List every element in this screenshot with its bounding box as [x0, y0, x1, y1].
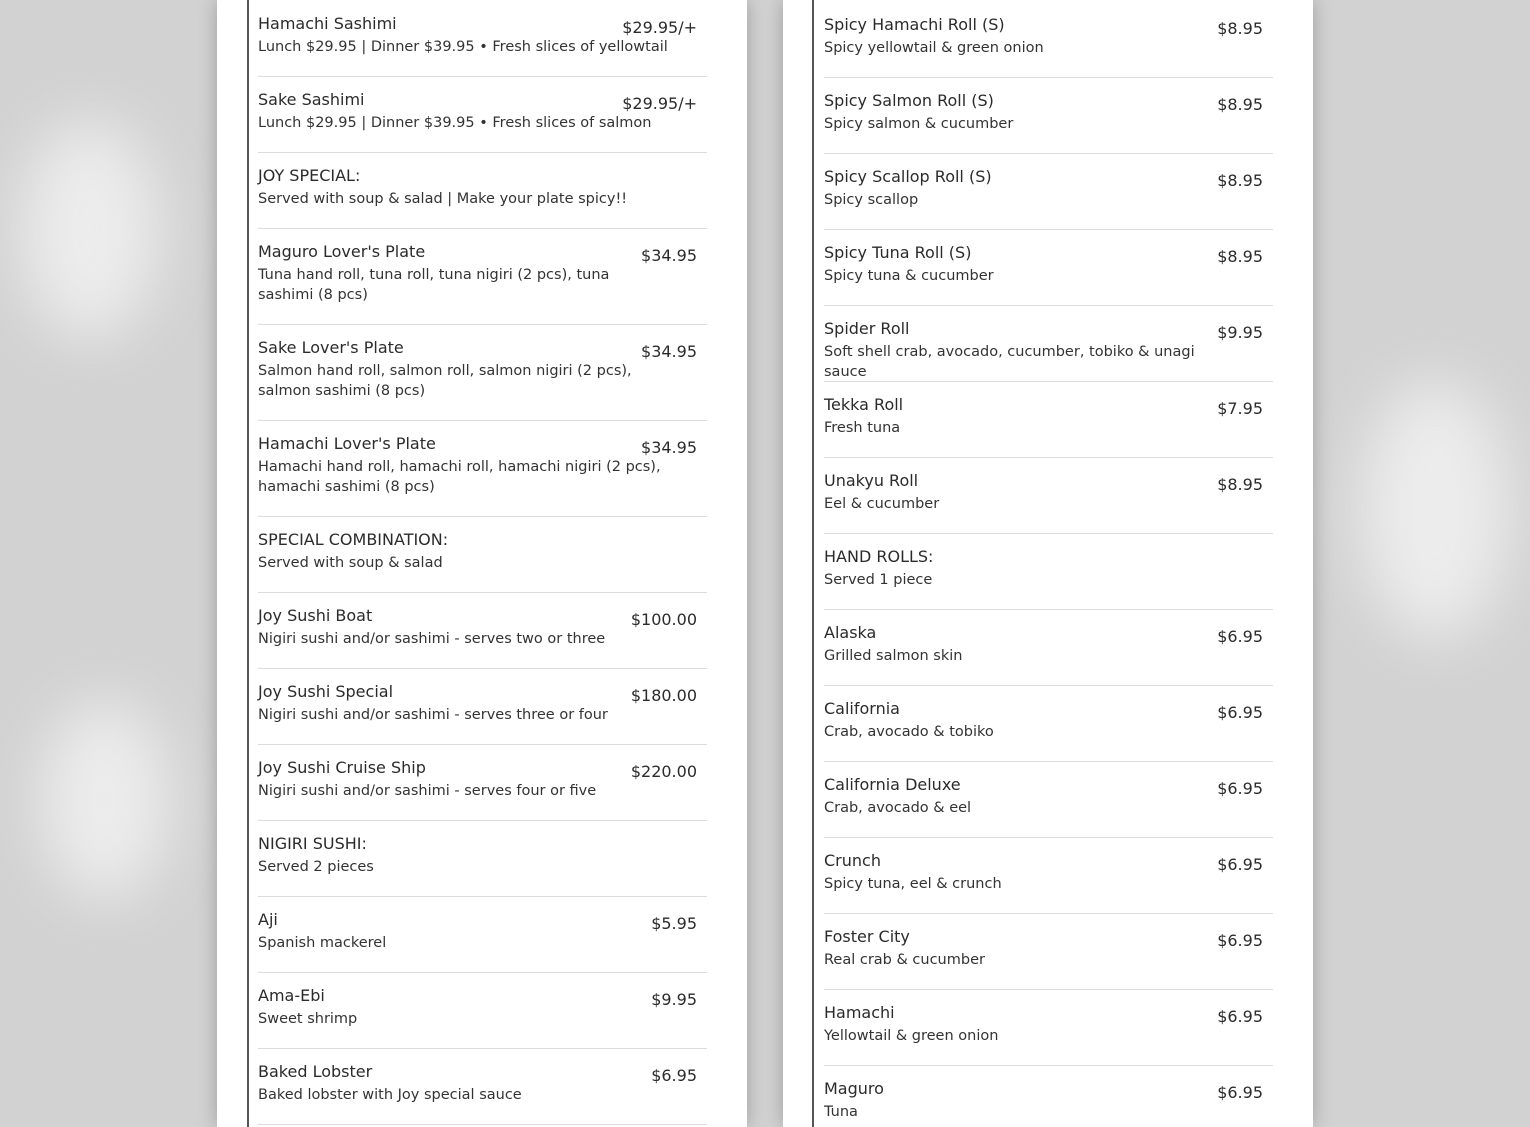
menu-item-price: $6.95 — [1217, 1007, 1263, 1026]
menu-item-description: Hamachi hand roll, hamachi roll, hamachi nigiri (2 pcs), hamachi sashimi (8 pcs) — [258, 459, 661, 495]
menu-item-name: California — [824, 699, 900, 718]
menu-item-description: Crab, avocado & tobiko — [824, 724, 994, 740]
menu-item-price: $34.95 — [641, 246, 697, 265]
menu-item-price: $29.95/+ — [622, 18, 697, 37]
menu-item — [824, 838, 1273, 914]
menu-item-description: Real crab & cucumber — [824, 952, 985, 968]
menu-item-description: Spicy scallop — [824, 192, 919, 208]
menu-list-left — [258, 1, 707, 1125]
menu-item-price: $29.95/+ — [622, 94, 697, 113]
menu-item-description: Yellowtail & green onion — [824, 1028, 999, 1044]
menu-item — [258, 229, 707, 325]
menu-item-name: Ama-Ebi — [258, 986, 325, 1005]
menu-item-name: Hamachi Sashimi — [258, 14, 397, 33]
menu-item-price: $34.95 — [641, 438, 697, 457]
menu-item-description: Nigiri sushi and/or sashimi - serves four or five — [258, 783, 597, 799]
menu-item-name: Aji — [258, 910, 278, 929]
menu-item-description: Served with soup & salad — [258, 555, 443, 571]
menu-item — [824, 686, 1273, 762]
menu-item-name: Spicy Scallop Roll (S) — [824, 167, 992, 186]
menu-item-description: Sweet shrimp — [258, 1011, 358, 1027]
menu-item-name: Hamachi — [824, 1003, 895, 1022]
menu-item-description: Fresh tuna — [824, 420, 901, 436]
menu-item-price: $6.95 — [1217, 703, 1263, 722]
menu-item-name: Sake Sashimi — [258, 90, 365, 109]
menu-item-price: $6.95 — [1217, 1083, 1263, 1102]
menu-item-name: Spicy Tuna Roll (S) — [824, 243, 972, 262]
menu-item-name: Spicy Salmon Roll (S) — [824, 91, 994, 110]
menu-item-description: Served 1 piece — [824, 572, 933, 588]
menu-item-name: Alaska — [824, 623, 877, 642]
menu-item-description: Spanish mackerel — [258, 935, 387, 951]
menu-item-name: Sake Lover's Plate — [258, 338, 404, 357]
menu-item — [258, 973, 707, 1049]
menu-item-price: $8.95 — [1217, 475, 1263, 494]
menu-item-description: Lunch $29.95 | Dinner $39.95 • Fresh slices of yellowtail — [258, 39, 668, 55]
menu-item — [258, 821, 707, 897]
menu-item — [824, 914, 1273, 990]
menu-item-description: Salmon hand roll, salmon roll, salmon nigiri (2 pcs), salmon sashimi (8 pcs) — [258, 363, 632, 399]
menu-item — [258, 517, 707, 593]
menu-item-name: SPECIAL COMBINATION: — [258, 530, 449, 549]
menu-item-name: JOY SPECIAL: — [258, 166, 361, 185]
menu-item — [824, 1066, 1273, 1127]
menu-item — [258, 421, 707, 517]
menu-item-description: Nigiri sushi and/or sashimi - serves two or three — [258, 631, 606, 647]
menu-item-price: $8.95 — [1217, 95, 1263, 114]
menu-item-name: HAND ROLLS: — [824, 547, 934, 566]
menu-item — [258, 1049, 707, 1125]
menu-item — [824, 382, 1273, 458]
menu-item-name: Foster City — [824, 927, 910, 946]
menu-item-description: Eel & cucumber — [824, 496, 940, 512]
menu-item-price: $6.95 — [1217, 779, 1263, 798]
menu-item — [824, 610, 1273, 686]
menu-item-price: $180.00 — [630, 686, 697, 705]
menu-item — [258, 669, 707, 745]
menu-item — [824, 306, 1273, 382]
menu-item-name: Spicy Hamachi Roll (S) — [824, 15, 1005, 34]
menu-item-description: Spicy tuna & cucumber — [824, 268, 994, 284]
menu-item-price: $8.95 — [1217, 19, 1263, 38]
menu-item-price: $5.95 — [651, 914, 697, 933]
menu-item — [824, 230, 1273, 306]
margin-rule — [247, 0, 249, 1127]
menu-item-name: Spider Roll — [824, 319, 910, 338]
menu-item-price: $9.95 — [651, 990, 697, 1009]
menu-item — [258, 745, 707, 821]
menu-item-name: Maguro Lover's Plate — [258, 242, 426, 261]
menu-item-name: Joy Sushi Special — [258, 682, 394, 701]
menu-item-price: $6.95 — [1217, 931, 1263, 950]
menu-item-price: $8.95 — [1217, 247, 1263, 266]
menu-page-left — [217, 0, 747, 1127]
menu-item — [258, 325, 707, 421]
menu-item-name: Maguro — [824, 1079, 884, 1098]
menu-item-description: Spicy tuna, eel & crunch — [824, 876, 1002, 892]
menu-item-description: Tuna — [824, 1104, 858, 1120]
menu-item-price: $6.95 — [1217, 855, 1263, 874]
menu-item — [824, 2, 1273, 78]
margin-rule — [812, 0, 814, 1127]
menu-item-price: $100.00 — [630, 610, 697, 629]
background-blob — [1360, 380, 1510, 640]
background-blob — [20, 120, 160, 340]
menu-item — [824, 762, 1273, 838]
menu-list-right — [824, 2, 1273, 1127]
menu-item-description: Grilled salmon skin — [824, 648, 963, 664]
menu-item — [824, 990, 1273, 1066]
menu-item-description: Spicy salmon & cucumber — [824, 116, 1014, 132]
menu-item-price: $34.95 — [641, 342, 697, 361]
menu-item-name: Joy Sushi Boat — [258, 606, 373, 625]
menu-item-price: $7.95 — [1217, 399, 1263, 418]
menu-item-description: Spicy yellowtail & green onion — [824, 40, 1044, 56]
menu-item — [824, 458, 1273, 534]
menu-item — [258, 897, 707, 973]
menu-item-description: Nigiri sushi and/or sashimi - serves three or four — [258, 707, 608, 723]
menu-item — [824, 154, 1273, 230]
menu-item — [824, 534, 1273, 610]
menu-item-name: Crunch — [824, 851, 881, 870]
menu-item-price: $8.95 — [1217, 171, 1263, 190]
menu-item-description: Tuna hand roll, tuna roll, tuna nigiri (2 pcs), tuna sashimi (8 pcs) — [258, 267, 610, 303]
menu-item-description: Soft shell crab, avocado, cucumber, tobiko & unagi sauce — [824, 344, 1195, 380]
menu-item-name: Baked Lobster — [258, 1062, 373, 1081]
menu-item-description: Lunch $29.95 | Dinner $39.95 • Fresh slices of salmon — [258, 115, 652, 131]
menu-item-description: Served 2 pieces — [258, 859, 374, 875]
menu-item — [824, 78, 1273, 154]
menu-item-price: $9.95 — [1217, 323, 1263, 342]
menu-item-name: Hamachi Lover's Plate — [258, 434, 436, 453]
menu-item-price: $6.95 — [651, 1066, 697, 1085]
menu-item — [258, 593, 707, 669]
menu-item-name: Tekka Roll — [824, 395, 904, 414]
menu-item-name: NIGIRI SUSHI: — [258, 834, 367, 853]
menu-item — [258, 153, 707, 229]
background-blob — [40, 700, 170, 900]
menu-item — [258, 77, 707, 153]
menu-item-description: Crab, avocado & eel — [824, 800, 972, 816]
menu-item-description: Served with soup & salad | Make your plate spicy!! — [258, 191, 628, 207]
menu-item-description: Baked lobster with Joy special sauce — [258, 1087, 522, 1103]
menu-item-name: California Deluxe — [824, 775, 961, 794]
menu-item — [258, 1, 707, 77]
menu-item-price: $6.95 — [1217, 627, 1263, 646]
menu-page-right — [783, 0, 1313, 1127]
menu-item-price: $220.00 — [630, 762, 697, 781]
menu-item-name: Unakyu Roll — [824, 471, 919, 490]
menu-item-name: Joy Sushi Cruise Ship — [258, 758, 426, 777]
